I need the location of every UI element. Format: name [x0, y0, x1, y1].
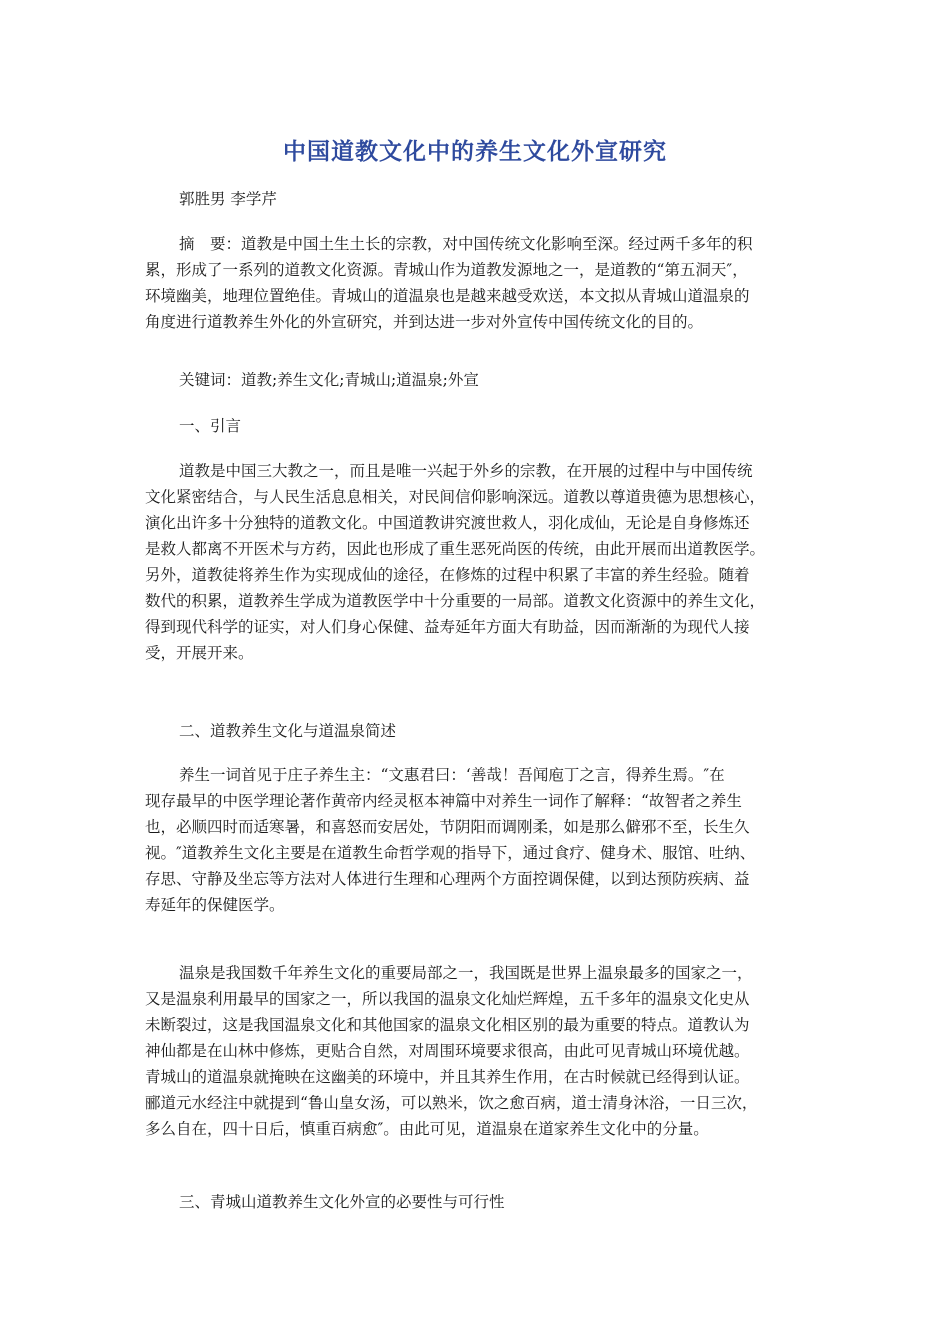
section-heading-1	[179, 413, 841, 439]
paragraph-line: 神仙都是在山林中修炼，更贴合自然，对周围环境要求很高，由此可见青城山环境优越。	[145, 1042, 750, 1060]
paragraph-line: 寿延年的保健医学。	[145, 896, 285, 914]
paragraph-line: 未断裂过，这是我国温泉文化和其他国家的温泉文化相区别的最为重要的特点。道教认为	[145, 1016, 750, 1034]
keywords-text: 关键词：道教;养生文化;青城山;道温泉;外宣	[179, 371, 479, 389]
paragraph-line: 视。″道教养生文化主要是在道教生命哲学观的指导下，通过食疗、健身术、服馆、吐纳、	[145, 844, 756, 862]
paragraph-line: 演化出许多十分独特的道教文化。中国道教讲究渡世救人，羽化成仙，无论是自身修炼还	[145, 514, 750, 532]
section-heading-text: 二、道教养生文化与道温泉简述	[179, 722, 397, 740]
paragraph-line: 青城山的道温泉就掩映在这幽美的环境中，并且其养生作用，在古时候就已经得到认证。	[145, 1068, 750, 1086]
paragraph-line: 文化紧密结合，与人民生活息息相关，对民间信仰影响深远。道教以尊道贵德为思想核心，	[145, 488, 766, 506]
section-heading-text: 一、引言	[179, 417, 242, 435]
section-heading-text: 三、青城山道教养生文化外宣的必要性与可行性	[179, 1193, 505, 1211]
paragraph-line: 又是温泉利用最早的国家之一，所以我国的温泉文化灿烂辉煌，五千多年的温泉文化史从	[145, 990, 750, 1008]
paragraph-line: 现存最早的中医学理论著作黄帝内经灵枢本神篇中对养生一词作了解释：“故智者之养生	[145, 792, 742, 810]
abstract-line: 摘 要：道教是中国土生土长的宗教，对中国传统文化影响至深。经过两千多年的积	[179, 235, 753, 253]
paragraph-line: 是救人都离不开医术与方药，因此也形成了重生恶死尚医的传统，由此开展而出道教医学。	[145, 540, 766, 558]
section1-paragraph	[145, 458, 807, 666]
paragraph-line: 温泉是我国数千年养生文化的重要局部之一，我国既是世界上温泉最多的国家之一，	[179, 964, 753, 982]
paragraph-line: 存思、守静及坐忘等方法对人体进行生理和心理两个方面控调保健，以到达预防疾病、益	[145, 870, 750, 888]
section-heading-3	[179, 1189, 841, 1215]
paragraph-line: 受，开展开来。	[145, 644, 254, 662]
abstract-line: 角度进行道教养生外化的外宣研究，并到达进一步对外宣传中国传统文化的目的。	[145, 313, 704, 331]
section2-paragraph-2	[145, 960, 807, 1142]
paragraph-line: 也，必顺四时而适寒暑，和喜怒而安居处，节阴阳而调刚柔，如是那么僻邪不至，长生久	[145, 818, 750, 836]
abstract	[145, 231, 807, 335]
paragraph-line: 另外，道教徒将养生作为实现成仙的途径，在修炼的过程中积累了丰富的养生经验。随着	[145, 566, 750, 584]
document-title: 中国道教文化中的养生文化外宣研究	[283, 139, 667, 165]
authors	[179, 186, 841, 212]
paragraph-line: 多么自在，四十日后，慎重百病愈″。由此可见，道温泉在道家养生文化中的分量。	[145, 1120, 709, 1138]
section2-paragraph-1	[145, 762, 807, 918]
paragraph-line: 道教是中国三大教之一，而且是唯一兴起于外乡的宗教，在开展的过程中与中国传统	[179, 462, 753, 480]
abstract-line: 环境幽美，地理位置绝佳。青城山的道温泉也是越来越受欢送，本文拟从青城山道温泉的	[145, 287, 750, 305]
abstract-line: 累，形成了一系列的道教文化资源。青城山作为道教发源地之一，是道教的“第五洞天″，	[145, 261, 748, 279]
paragraph-line: 养生一词首见于庄子养生主：“文惠君曰：‘善哉！吾闻庖丁之言，得养生焉。″在	[179, 766, 725, 784]
paragraph-line: 得到现代科学的证实，对人们身心保健、益寿延年方面大有助益，因而渐渐的为现代人接	[145, 618, 750, 636]
paragraph-line: 数代的积累，道教养生学成为道教医学中十分重要的一局部。道教文化资源中的养生文化，	[145, 592, 766, 610]
authors-text: 郭胜男 李学芹	[179, 190, 277, 208]
keywords	[179, 367, 841, 393]
paragraph-line: 郦道元水经注中就提到“鲁山皇女汤，可以熟米，饮之愈百病，道士清身沐浴，一日三次，	[145, 1094, 758, 1112]
section-heading-2	[179, 718, 841, 744]
